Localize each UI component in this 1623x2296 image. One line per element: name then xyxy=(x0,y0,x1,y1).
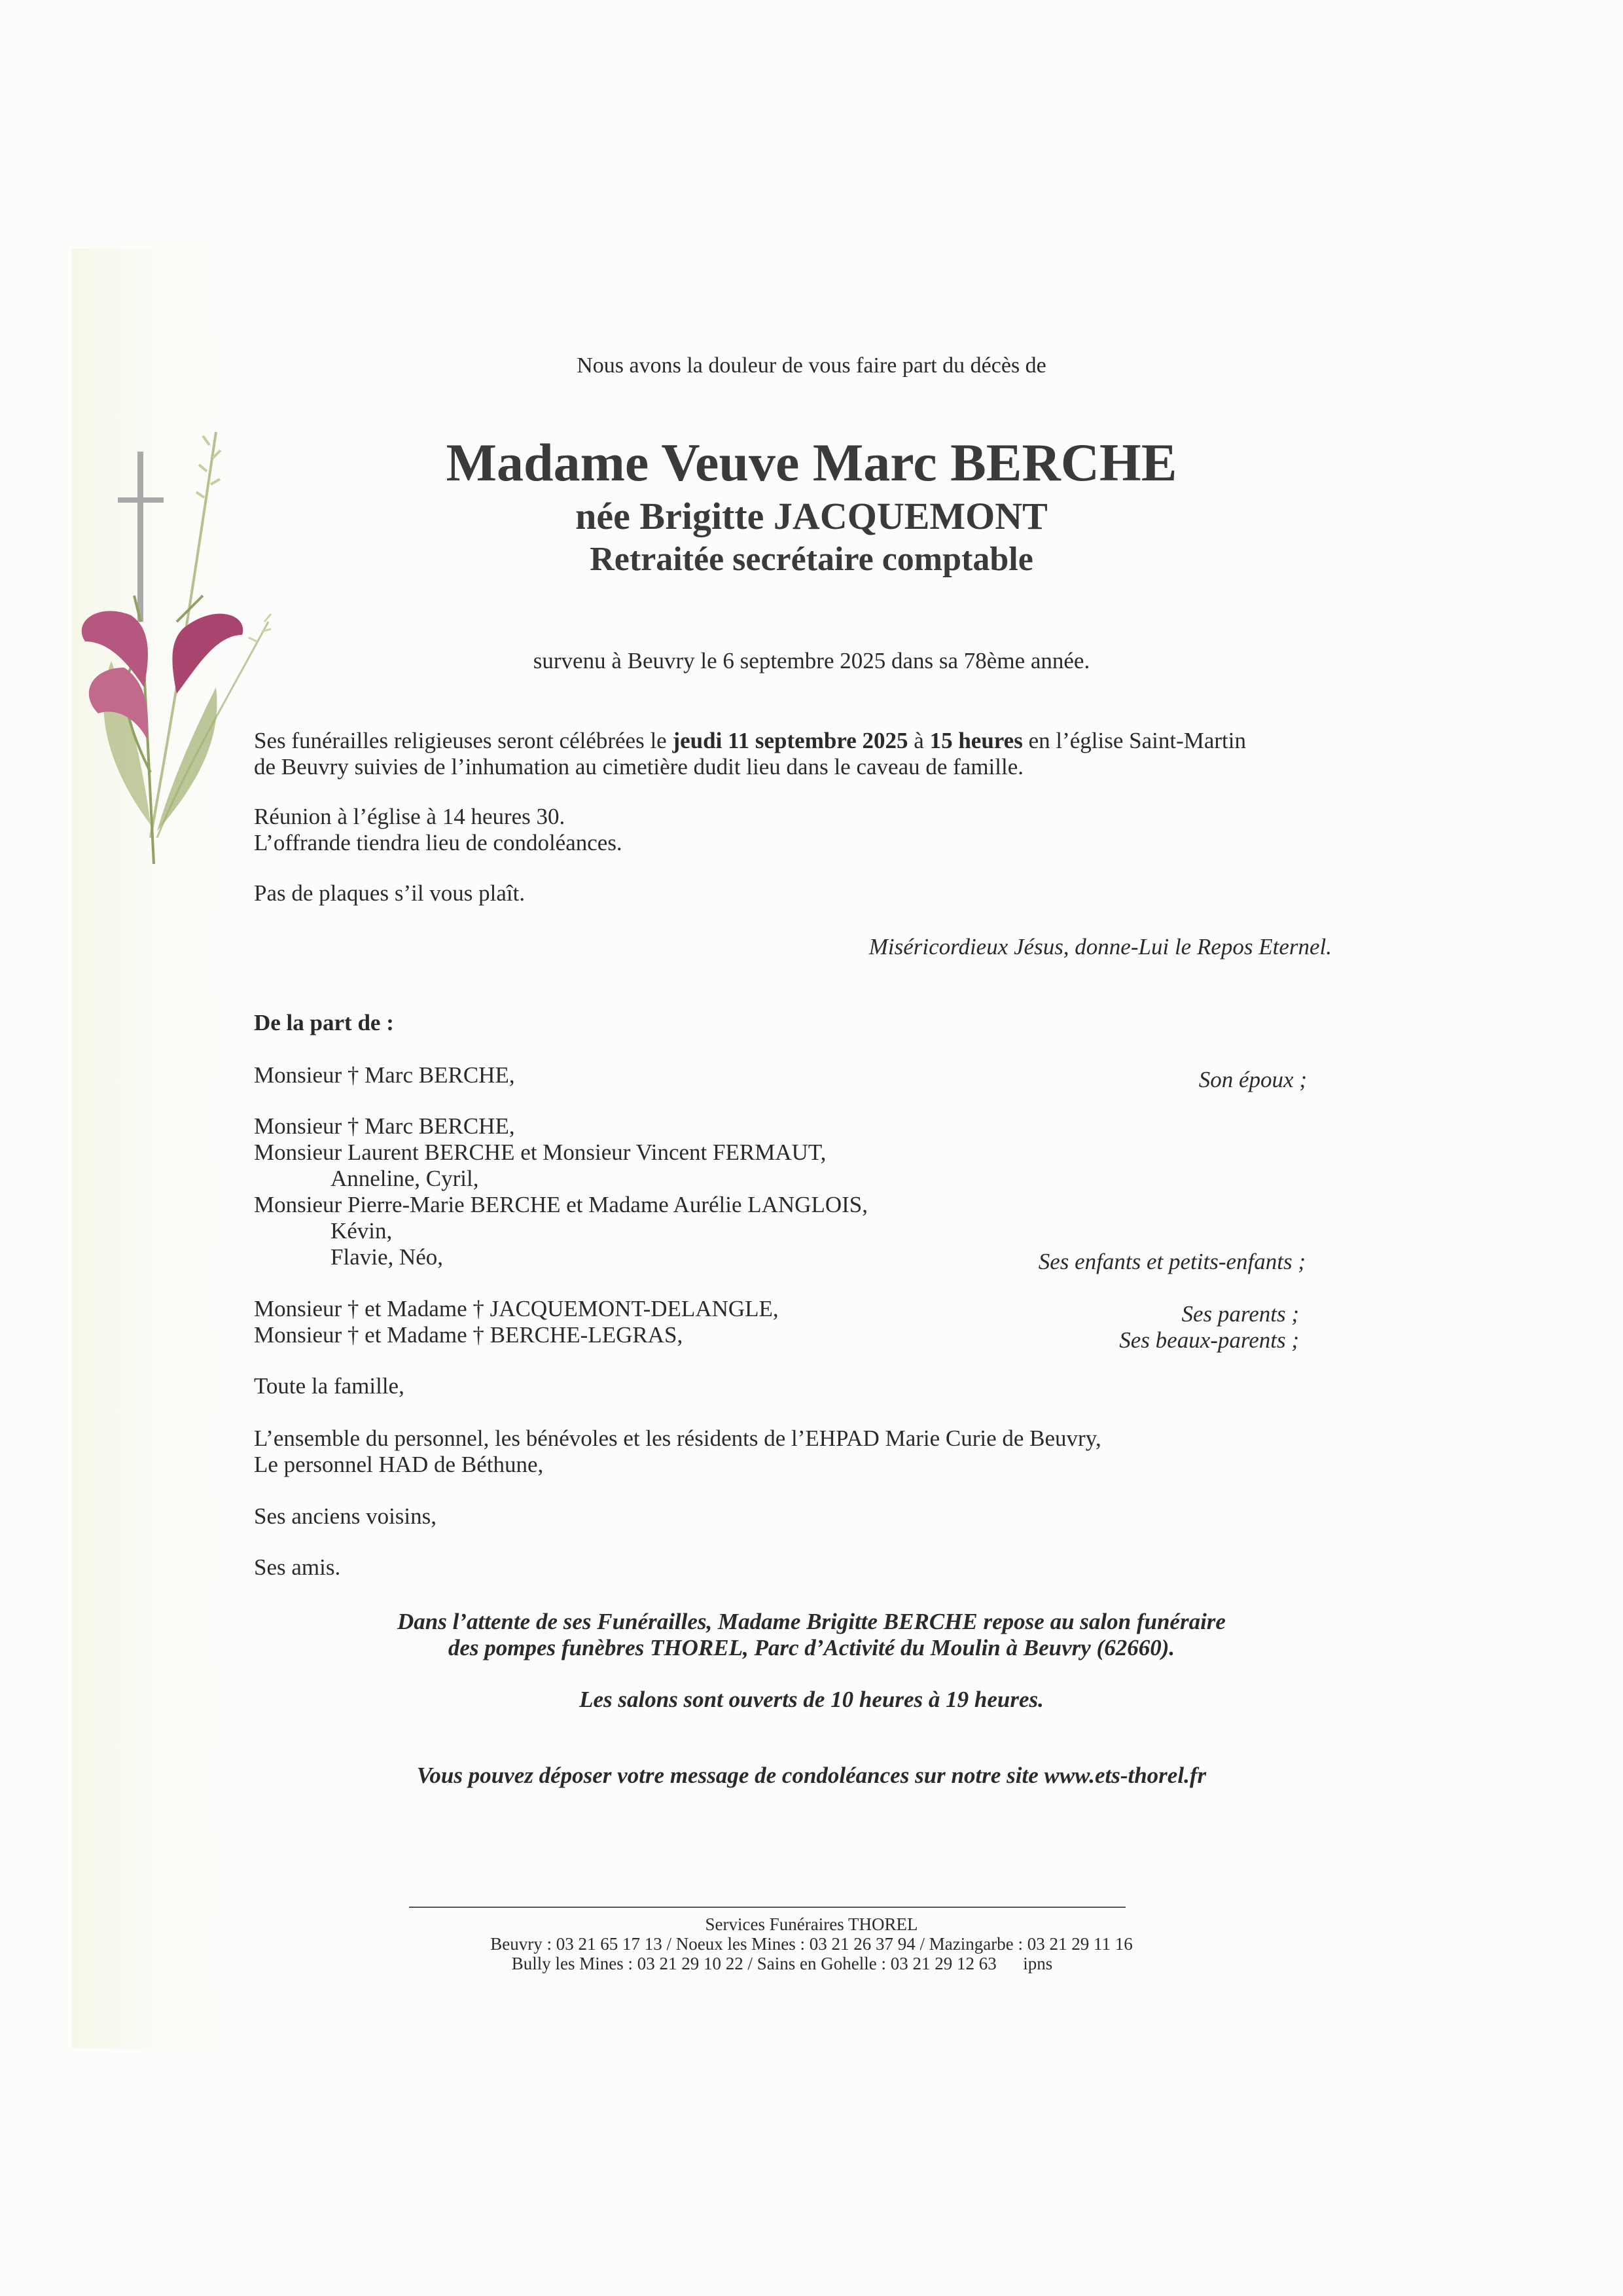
relation-in-laws: Ses beaux-parents ; xyxy=(1119,1327,1299,1353)
relation-parents: Ses parents ; xyxy=(1181,1301,1299,1327)
list-item: Monsieur † Marc BERCHE, xyxy=(254,1113,515,1139)
footer-code: ipns xyxy=(1023,1954,1053,1973)
family-in-laws: Monsieur † et Madame † BERCHE-LEGRAS, xyxy=(254,1322,683,1348)
footer-company: Services Funéraires THOREL xyxy=(705,1914,918,1934)
family-spouse: Monsieur † Marc BERCHE, xyxy=(254,1062,515,1088)
family-neighbors: Ses anciens voisins, xyxy=(254,1503,437,1529)
deceased-occupation: Retraitée secrétaire comptable xyxy=(590,541,1033,578)
family-children xyxy=(254,1113,868,1270)
family-friends: Ses amis. xyxy=(254,1554,341,1580)
footer-divider xyxy=(409,1907,1126,1908)
list-item: Monsieur Pierre-Marie BERCHE et Madame Aurélie LANGLOIS, xyxy=(254,1192,868,1217)
reunion-paragraph: Réunion à l’église à 14 heures 30. L’offrande tiendra lieu de condoléances. xyxy=(254,804,622,855)
footer-phones-2: Bully les Mines : 03 21 29 10 22 / Sains en Gohelle : 03 21 29 12 63 ipns xyxy=(511,1954,1053,1973)
list-item: Flavie, Néo, xyxy=(330,1244,444,1270)
rest-notice: Dans l’attente de ses Funérailles, Madame Brigitte BERCHE repose au salon funéraire des pompes funèbres THOREL, Parc d’Activité du Moulin à Beuvry (62660). xyxy=(397,1609,1226,1660)
list-item: Anneline, Cyril, xyxy=(330,1166,479,1191)
family-parents: Monsieur † et Madame † JACQUEMONT-DELANGLE, xyxy=(254,1296,779,1321)
website-notice: Vous pouvez déposer votre message de condoléances sur notre site www.ets-thorel.fr xyxy=(416,1763,1207,1788)
family-all: Toute la famille, xyxy=(254,1373,404,1399)
list-item: Monsieur Laurent BERCHE et Monsieur Vincent FERMAUT, xyxy=(254,1139,827,1165)
no-plaques-note: Pas de plaques s’il vous plaît. xyxy=(254,880,526,906)
from-label: De la part de : xyxy=(254,1010,394,1035)
relation-children: Ses enfants et petits-enfants ; xyxy=(1038,1249,1306,1274)
death-details: survenu à Beuvry le 6 septembre 2025 dans sa 78ème année. xyxy=(533,648,1090,673)
footer-phones-1: Beuvry : 03 21 65 17 13 / Noeux les Mines : 03 21 26 37 94 / Mazingarbe : 03 21 29 11 16 xyxy=(490,1934,1133,1954)
prayer-line: Miséricordieux Jésus, donne-Lui le Repos Eternel. xyxy=(868,934,1332,960)
family-staff: L’ensemble du personnel, les bénévoles et les résidents de l’EHPAD Marie Curie de Beuvry, Le personnel HAD de Béthune, xyxy=(254,1426,1101,1477)
deceased-name: Madame Veuve Marc BERCHE xyxy=(446,433,1177,492)
deceased-birth-name: née Brigitte JACQUEMONT xyxy=(575,495,1048,537)
hours-notice: Les salons sont ouverts de 10 heures à 19 heures. xyxy=(579,1687,1044,1712)
announcement-intro: Nous avons la douleur de vous faire part du décès de xyxy=(577,353,1046,378)
list-item: Kévin, xyxy=(330,1218,393,1244)
relation-spouse: Son époux ; xyxy=(1198,1067,1307,1092)
funeral-paragraph: Ses funérailles religieuses seront célébrées le jeudi 11 septembre 2025 à 15 heures en l’église Saint-Martin de Beuvry suivies de l’inhumation au cimetière dudit lieu dans le caveau de famille. xyxy=(254,728,1247,780)
